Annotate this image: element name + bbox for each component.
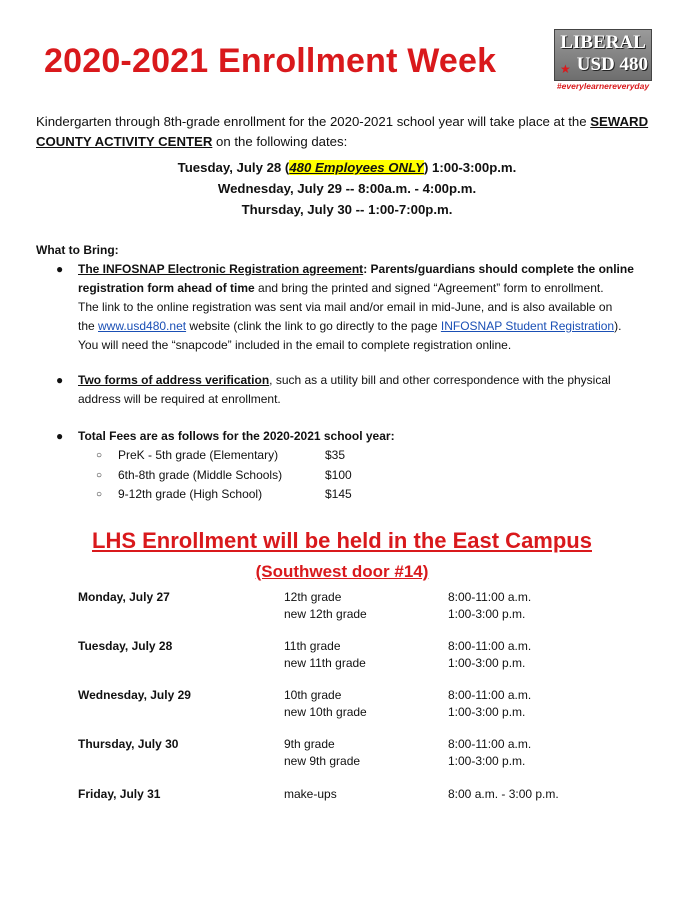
infosnap-text4: The link to the online registration was sent via mail and/or email in mid-June, and is also available on [78,300,613,314]
circle-bullet-icon: ○ [96,469,103,481]
fee-amount: $100 [325,467,352,482]
schedule-grades [284,786,337,803]
lhs-heading: LHS Enrollment will be held in the East Campus [92,528,592,553]
schedule-times [448,638,531,671]
schedule-times [448,687,531,720]
schedule-day: Thursday, July 30 [78,737,179,751]
schedule-day: Monday, July 27 [78,590,170,604]
infosnap-title: The INFOSNAP Electronic Registration agreement [78,262,364,276]
fee-row [96,446,496,466]
district-logo [554,29,652,93]
intro-paragraph [36,112,656,152]
fee-name: 9-12th grade (High School) [118,487,263,501]
address-text1: , such as a utility bill and other correspondence with the physical [269,373,611,387]
schedule-time: 8:00-11:00 a.m. [448,737,532,751]
bullet-fees-text [78,427,658,446]
schedule-time: 8:00 a.m. - 3:00 p.m. [448,787,559,801]
schedule-grade: make-ups [284,787,337,801]
schedule-time: 1:00-3:00 p.m. [448,655,526,670]
date-tuesday-after: ) 1:00-3:00p.m. [423,160,517,175]
logo-line1: LIBERAL [560,32,646,53]
intro-text-before: Kindergarten through 8th-grade enrollment for the 2020-2021 school year will take place at the [36,114,591,129]
star-icon: ★ [560,62,571,76]
fee-amount: $35 [325,448,346,462]
bullet-address-text [78,371,658,409]
schedule-grade: new 9th grade [284,753,361,768]
fee-row [96,485,496,505]
page-title: 2020-2021 Enrollment Week [44,42,497,80]
schedule-grade: new 10th grade [284,704,367,719]
usd480-link[interactable]: www.usd480.net [98,319,187,333]
schedule-time: 8:00-11:00 a.m. [448,639,532,653]
schedule-grades [284,589,367,622]
fee-name: 6th-8th grade (Middle Schools) [118,467,283,482]
bullet-icon: ● [56,262,64,276]
infosnap-text7: ). [614,319,622,333]
schedule-time: 8:00-11:00 a.m. [448,688,532,702]
circle-bullet-icon: ○ [96,450,103,461]
schedule-time: 1:00-3:00 p.m. [448,753,526,768]
schedule-day: Tuesday, July 28 [78,639,173,653]
schedule-grade: 12th grade [284,590,342,604]
infosnap-text5: the [78,319,99,333]
schedule-grades [284,638,366,671]
intro-location: SEWARD COUNTY ACTIVITY CENTER [36,114,649,149]
schedule-day: Wednesday, July 29 [78,688,191,702]
circle-bullet-icon: ○ [96,489,103,500]
fee-row [96,466,496,486]
fees-title: Total Fees are as follows for the 2020-2021 school year: [78,429,395,443]
enrollment-dates [0,157,694,220]
infosnap-text8: You will need the “snapcode” included in the email to complete registration online. [78,338,512,352]
schedule-time: 1:00-3:00 p.m. [448,606,526,621]
schedule-grade: 10th grade [284,688,342,702]
infosnap-text3: and bring the printed and signed “Agreement” form to enrollment. [254,281,604,295]
infosnap-text6: website (clink the link to go directly to the page [186,319,441,333]
schedule-grade: 9th grade [284,737,335,751]
logo-tagline: #everylearnereveryday [556,81,650,91]
schedule-day: Friday, July 31 [78,787,161,801]
intro-text-after: on the following dates: [212,134,348,149]
lhs-subheading: (Southwest door #14) [255,562,429,581]
what-to-bring-label: What to Bring: [36,243,119,257]
schedule-time: 8:00-11:00 a.m. [448,590,532,604]
bullet-infosnap-text [78,260,658,355]
schedule-grade: new 11th grade [284,655,366,670]
schedule-time: 1:00-3:00 p.m. [448,704,526,719]
date-line-wednesday: Wednesday, July 29 -- 8:00a.m. - 4:00p.m. [217,181,477,196]
date-line-tuesday [0,157,694,178]
address-text2: address will be required at enrollment. [78,392,281,406]
schedule-times [448,736,531,769]
fee-name: PreK - 5th grade (Elementary) [118,448,279,462]
bullet-icon: ● [56,373,64,387]
fee-amount: $145 [325,487,352,501]
schedule-times [448,589,531,622]
schedule-grades [284,736,360,769]
date-line-thursday: Thursday, July 30 -- 1:00-7:00p.m. [241,202,453,217]
schedule-grades [284,687,367,720]
infosnap-text2: registration form ahead of time [78,281,255,295]
schedule-grade: 11th grade [284,639,341,653]
logo-line2: USD 480 [576,54,648,75]
employees-only-highlight: 480 Employees ONLY [289,160,424,175]
address-title: Two forms of address verification [78,373,270,387]
fees-list [96,446,496,505]
infosnap-text1: : Parents/guardians should complete the online [363,262,634,276]
schedule-times [448,786,559,803]
infosnap-registration-link[interactable]: INFOSNAP Student Registration [440,319,615,333]
schedule-grade: new 12th grade [284,606,367,621]
bullet-icon: ● [56,429,64,443]
date-tuesday-before: Tuesday, July 28 ( [177,160,290,175]
